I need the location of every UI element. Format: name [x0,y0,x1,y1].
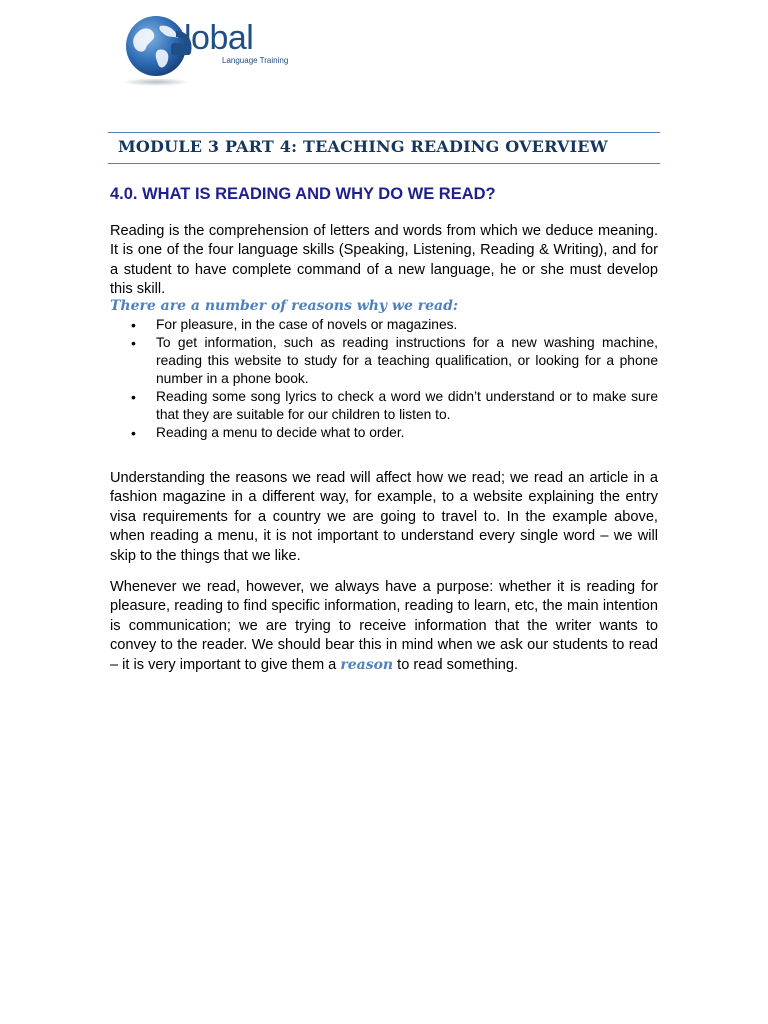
bullet-dot-icon: • [131,389,136,405]
list-item [110,388,658,424]
section-heading: 4.0. WHAT IS READING AND WHY DO WE READ? [110,185,496,203]
bullet-dot-icon: • [131,425,136,441]
list-item-text: To get information, such as reading instructions for a new washing machine, reading this website to study for a teaching qualification, or looking for a phone number in a phone book. [156,335,658,386]
reasons-heading: There are a number of reasons why we read: [110,298,459,314]
list-item-text: For pleasure, in the case of novels or magazines. [156,317,458,332]
list-item [110,334,658,388]
global-logo [116,12,316,92]
paragraph-purpose-text: Whenever we read, however, we always have a purpose: whether it is reading for pleasure, reading to find specific information, reading to learn, etc, the main intention is communication; we are trying to receive information that the writer wants to convey to the reader. We should bear this in mind when we ask our students to read – it is very important to give them a [110,578,658,673]
bullet-dot-icon: • [131,335,136,351]
paragraph-purpose-end: to read something. [393,656,519,673]
list-item-text: Reading a menu to decide what to order. [156,425,405,440]
logo-subtitle: Language Training [222,56,289,65]
list-item-text: Reading some song lyrics to check a word we didn’t understand or to make sure that they are suitable for our children to listen to. [156,389,658,422]
module-title: MODULE 3 PART 4: TEACHING READING OVERVIEW [118,137,608,156]
emphasis-reason: reason [340,656,394,673]
paragraph-reading-reasons: Understanding the reasons we read will affect how we read; we read an article in a fashion magazine in a different way, for example, to a website explaining the entry visa requirements for a country we are going to travel to. In the example above, when reading a menu, it is not important to understand every single word – we will skip to the things that we like. [110,469,658,564]
intro-paragraph: Reading is the comprehension of letters and words from which we deduce meaning. It is one of the four language skills (Speaking, Listening, Reading & Writing), and for a student to have complete command of a new language, he or she must develop this skill. [110,222,658,298]
reasons-list [110,316,658,442]
module-title-bar [108,132,660,164]
list-item [110,424,658,442]
logo-wordmark: lobal [184,19,254,57]
paragraph-purpose [110,578,658,676]
list-item [110,316,658,334]
bullet-dot-icon: • [131,317,136,333]
